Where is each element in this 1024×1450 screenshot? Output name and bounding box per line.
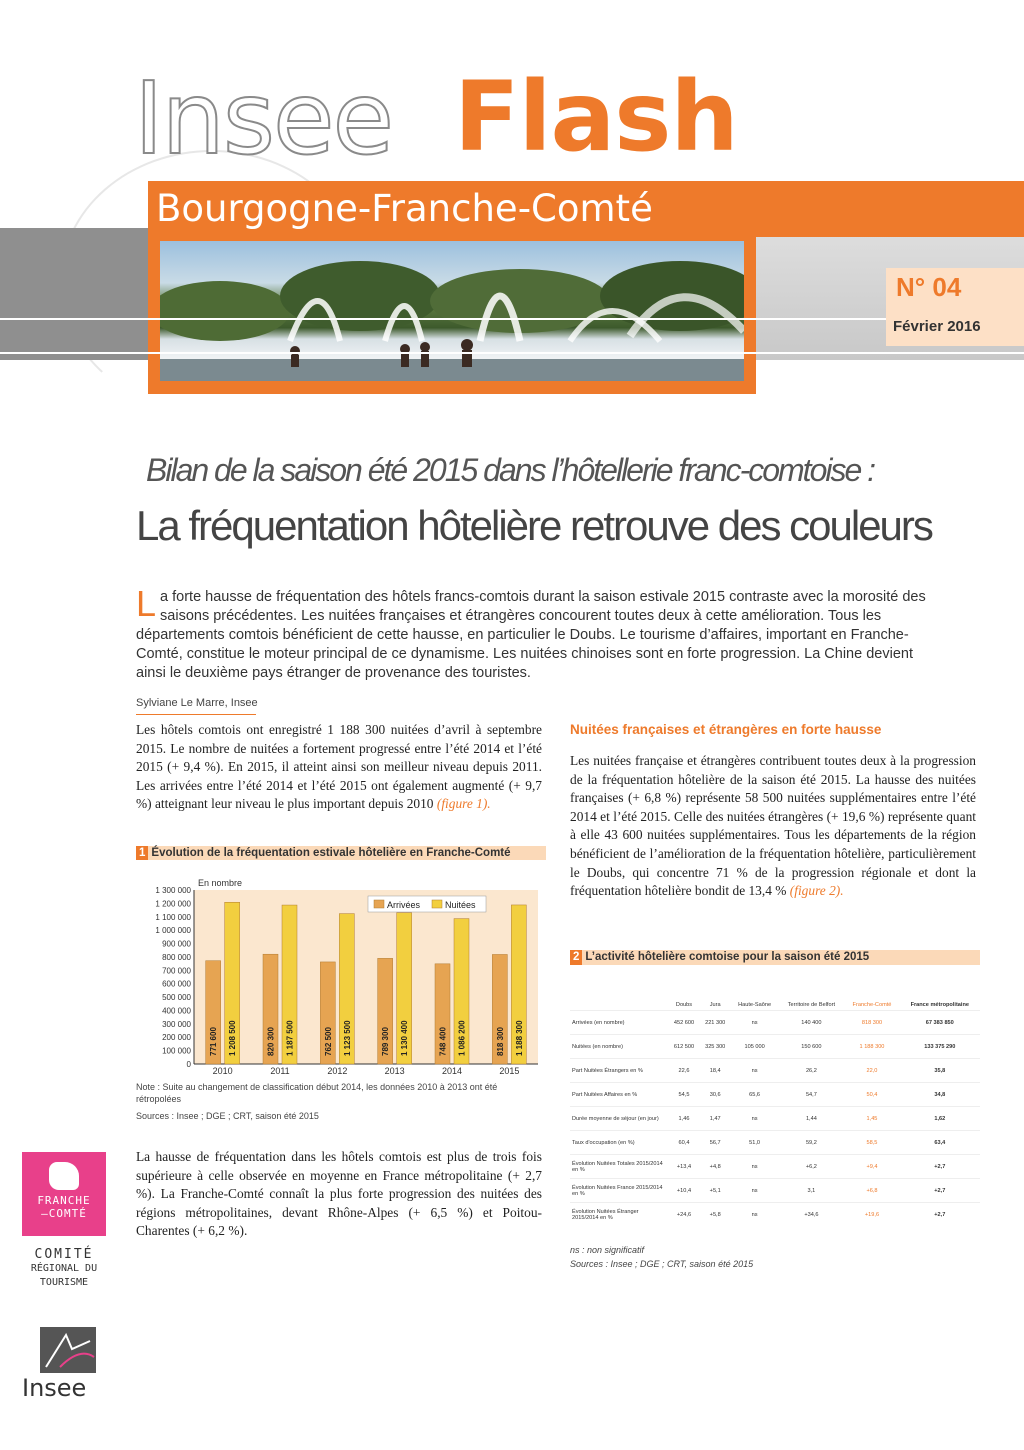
table-header-cell: Franche-Comté (852, 1002, 892, 1008)
chart-y-tick-label: 1 100 000 (155, 912, 191, 922)
chart-legend-swatch (374, 900, 384, 908)
table-cell: 50,4 (844, 1083, 899, 1107)
chart-y-tick-label: 600 000 (162, 979, 191, 989)
figure-2-note: ns : non significatif (570, 1245, 645, 1255)
table-cell: Évolution Nuitées Totales 2015/2014 en % (570, 1155, 668, 1179)
chart-x-tick-label: 2010 (212, 1066, 233, 1076)
table-row (570, 1011, 980, 1035)
table-cell: ns (731, 1059, 779, 1083)
table-cell: +5,8 (700, 1203, 731, 1227)
table-cell: 140 400 (778, 1011, 844, 1035)
article-headline: La fréquentation hôtelière retrouve des couleurs (136, 502, 932, 549)
chart-data-label: 748 400 (438, 1027, 448, 1056)
table-cell: ns (731, 1179, 779, 1203)
table-cell: 56,7 (700, 1131, 731, 1155)
table-cell: Évolution Nuitées France 2015/2014 en % (570, 1179, 668, 1203)
table-cell: 818 300 (844, 1011, 899, 1035)
table-cell: 30,6 (700, 1083, 731, 1107)
chart-y-tick-label: 500 000 (162, 993, 191, 1003)
table-header-cell: Territoire de Belfort (787, 1002, 836, 1008)
crt-line3: TOURISME (39, 1277, 89, 1288)
figure-2-number: 2 (570, 950, 582, 965)
dropcap: L (136, 583, 157, 624)
section-title: Nuitées françaises et étrangères en forte hausse (570, 722, 882, 737)
chart-x-tick-label: 2014 (441, 1066, 463, 1076)
chart-x-tick-label: 2012 (327, 1066, 348, 1076)
table-cell: +9,4 (844, 1155, 899, 1179)
figure-1-source: Sources : Insee ; DGE ; CRT, saison été 2015 (136, 1111, 319, 1121)
table-header-cell (570, 988, 668, 1011)
crt-line2: RÉGIONAL DU (30, 1263, 98, 1274)
table-cell: 51,0 (731, 1131, 779, 1155)
chart-plot-area (194, 890, 538, 1064)
chart-data-label: 1 086 200 (457, 1020, 467, 1056)
gray-band (0, 228, 148, 360)
chart-y-label: En nombre (198, 878, 243, 888)
chart-data-label: 1 130 400 (400, 1020, 410, 1056)
paragraph-3-text: Les nuitées française et étrangères contribuent toutes deux à la progression de la fréquentation hôtelière de la saison été 2015. La hausse des nuitées françaises (+ 6,8 %) représente 58 500 nuitées supplémentaires entre l’été 2014 et l’été 2015. Celle des nuitées étrangères (+ 19,6 %) représente quant à elle 43 600 nuitées supplémentaires. Tous les départements de la région bénéficient de l’amélioration de la fréquentation hôtelière, particulièrement le Doubs, qui concentre 71 % de la progression régionale et dont la fréquentation hôtelière bondit de 13,4 % (570, 753, 976, 899)
fc-logo-line1: FRANCHE (37, 1194, 91, 1207)
table-cell: 105 000 (731, 1035, 779, 1059)
table-cell: 3,1 (778, 1179, 844, 1203)
table-cell: 60,4 (668, 1131, 699, 1155)
chart-y-tick-label: 1 300 000 (155, 886, 191, 895)
table-cell: 18,4 (700, 1059, 731, 1083)
table-header-cell: Haute-Saône (738, 1002, 772, 1008)
chart-x-tick-label: 2011 (270, 1066, 290, 1076)
table-cell: Arrivées (en nombre) (570, 1011, 668, 1035)
table-row (570, 1131, 980, 1155)
table-row (570, 1203, 980, 1227)
table-cell: 1 188 300 (844, 1035, 899, 1059)
brand-insee: Insee (134, 60, 393, 177)
table-cell: 65,6 (731, 1083, 779, 1107)
table-cell: ns (731, 1107, 779, 1131)
chart-y-tick-label: 700 000 (162, 966, 191, 976)
chart-y-tick-label: 300 000 (162, 1019, 191, 1029)
issue-date: Février 2016 (893, 318, 981, 335)
table-cell: 54,5 (668, 1083, 699, 1107)
paragraph-1 (136, 721, 542, 814)
table-cell: +34,6 (778, 1203, 844, 1227)
table-row (570, 1083, 980, 1107)
chart-data-label: 771 600 (209, 1027, 219, 1056)
chart-data-label: 1 208 500 (228, 1020, 238, 1056)
table-cell: 612 500 (668, 1035, 699, 1059)
table-cell: 67 383 850 (900, 1011, 980, 1035)
chart-legend-label: Arrivées (387, 900, 421, 910)
figure-1-reference[interactable]: (figure 1). (436, 796, 491, 812)
chart-data-label: 1 187 500 (285, 1020, 295, 1056)
chart-y-tick-label: 200 000 (162, 1033, 191, 1043)
paragraph-2: La hausse de fréquentation dans les hôtels comtois est plus de trois fois supérieure à celle observée en moyenne en France métropolitaine (+ 2,7 %). La Franche-Comté connaît la plus forte progression des nuitées des régions métropolitaines, devant Rhône-Alpes (+ 6,5 %) et Poitou-Charentes (+ 6,2 %). (136, 1149, 542, 1239)
table-row (570, 1107, 980, 1131)
author: Sylviane Le Marre, Insee (136, 697, 258, 709)
table-header-cell: Jura (709, 1002, 721, 1008)
chart-data-label: 820 300 (266, 1027, 276, 1056)
chart-x-tick-label: 2015 (499, 1066, 520, 1076)
chart-legend-swatch (432, 900, 442, 908)
article-kicker: Bilan de la saison été 2015 dans l’hôtellerie franc-comtoise : (146, 452, 875, 488)
table-cell: 58,5 (844, 1131, 899, 1155)
figure-2-source: Sources : Insee ; DGE ; CRT, saison été 2015 (570, 1259, 754, 1269)
france-map-icon (49, 1162, 79, 1190)
chart-legend-label: Nuitées (445, 900, 476, 910)
table-cell: 1,45 (844, 1107, 899, 1131)
table-cell: 54,7 (778, 1083, 844, 1107)
divider-line (0, 352, 1024, 354)
table-cell: +19,6 (844, 1203, 899, 1227)
chart-y-tick-label: 100 000 (162, 1046, 191, 1056)
table-cell: 1,46 (668, 1107, 699, 1131)
table-cell: +5,1 (700, 1179, 731, 1203)
table-row (570, 1035, 980, 1059)
figure-2-reference[interactable]: (figure 2). (789, 883, 844, 899)
chart-data-label: 1 188 300 (514, 1020, 524, 1056)
insee-logo-icon (40, 1327, 96, 1373)
crt-logo (22, 1240, 106, 1316)
table-cell: +2,7 (900, 1155, 980, 1179)
table-header-cell: France métropolitaine (910, 1002, 969, 1008)
chart-x-tick-label: 2013 (384, 1066, 405, 1076)
table-cell: Nuitées (en nombre) (570, 1035, 668, 1059)
chart-data-label: 1 123 500 (342, 1020, 352, 1056)
divider-line (0, 318, 1024, 320)
table-row (570, 1155, 980, 1179)
figure-1-note: Note : Suite au changement de classification début 2014, les données 2010 à 2013 ont été rétropolées (136, 1082, 498, 1104)
table-cell: 1,62 (900, 1107, 980, 1131)
crt-line1: COMITÉ (34, 1247, 94, 1262)
table-cell: Évolution Nuitées Étranger 2015/2014 en % (570, 1203, 668, 1227)
table-cell: 63,4 (900, 1131, 980, 1155)
table-row (570, 1059, 980, 1083)
table-cell: 325 300 (700, 1035, 731, 1059)
table-cell: 150 600 (778, 1035, 844, 1059)
fountain-photo (160, 241, 744, 381)
insee-logo-text: Insee (22, 1374, 87, 1402)
table-cell: 34,8 (900, 1083, 980, 1107)
figure-1-chart (136, 876, 546, 1076)
table-cell: 35,8 (900, 1059, 980, 1083)
figure-1-number: 1 (136, 846, 148, 860)
table-header-row (570, 988, 980, 1011)
table-cell: 452 600 (668, 1011, 699, 1035)
chart-data-label: 762 500 (323, 1027, 333, 1056)
table-cell: ns (731, 1011, 779, 1035)
author-underline (136, 714, 256, 715)
table-cell: Taux d'occupation (en %) (570, 1131, 668, 1155)
table-cell: +2,7 (900, 1179, 980, 1203)
lead-text: a forte hausse de fréquentation des hôtels francs-comtois durant la saison estivale 2015 contraste avec la morosité des saisons précédentes. Les nuitées françaises et étrangères concourent toutes deux à cette amélioration. Tous les départements comtois bénéficient de cette hausse, en particulier le Doubs. Le tourisme d’affaires, important en Franche-Comté, constitue le moteur principal de ce dynamisme. Les nuitées chinoises sont en forte progression. La Chine devient ainsi le deuxième pays étranger de provenance des touristes. (136, 589, 926, 681)
chart-y-tick-label: 800 000 (162, 952, 191, 962)
chart-y-tick-label: 1 000 000 (155, 926, 191, 936)
table-cell: +24,6 (668, 1203, 699, 1227)
brand-flash: Flash (454, 61, 738, 173)
table-cell: Durée moyenne de séjour (en jour) (570, 1107, 668, 1131)
table-cell: +6,8 (844, 1179, 899, 1203)
figure-2-title (570, 950, 980, 965)
chart-data-label: 789 300 (381, 1027, 391, 1056)
franche-comte-logo (22, 1152, 106, 1236)
article-lead (136, 583, 936, 683)
table-row (570, 1179, 980, 1203)
table-cell: 221 300 (700, 1011, 731, 1035)
table-cell: ns (731, 1203, 779, 1227)
issue-number: N° 04 (896, 272, 962, 302)
table-cell: 22,0 (844, 1059, 899, 1083)
paragraph-1-text: Les hôtels comtois ont enregistré 1 188 300 nuitées d’avril à septembre 2015. Le nombre de nuitées a fortement progressé entre l’été 2014 et l’été 2015 (+ 9,4 %). En 2015, il atteint ainsi son meilleur niveau depuis 2011. Les arrivées entre l’été 2014 et l’été 2015 ont également augmenté (+ 9,7 %) atteignant leur niveau le plus important depuis 2010 (136, 722, 542, 812)
figure-2-table (570, 988, 980, 1226)
table-cell: Part Nuitées Affaires en % (570, 1083, 668, 1107)
table-cell: Part Nuitées Étrangers en % (570, 1059, 668, 1083)
chart-y-tick-label: 0 (186, 1060, 191, 1069)
paragraph-3 (570, 752, 976, 901)
fc-logo-line2: —COMTÉ (41, 1207, 87, 1220)
table-cell: 1,44 (778, 1107, 844, 1131)
figure-1-title (136, 846, 546, 860)
figure-1-title-text: Évolution de la fréquentation estivale hôtelière en Franche-Comté (151, 847, 511, 859)
table-cell: 26,2 (778, 1059, 844, 1083)
table-cell: 22,6 (668, 1059, 699, 1083)
table-cell: +10,4 (668, 1179, 699, 1203)
chart-y-tick-label: 400 000 (162, 1006, 191, 1016)
table-cell: +2,7 (900, 1203, 980, 1227)
chart-y-tick-label: 900 000 (162, 939, 191, 949)
figure-2-title-text: L’activité hôtelière comtoise pour la saison été 2015 (585, 951, 870, 963)
table-cell: ns (731, 1155, 779, 1179)
region-title: Bourgogne-Franche-Comté (156, 187, 653, 230)
table-cell: 133 375 290 (900, 1035, 980, 1059)
chart-y-tick-label: 1 200 000 (155, 899, 191, 909)
table-cell: +13,4 (668, 1155, 699, 1179)
table-header-cell: Doubs (675, 1002, 693, 1008)
table-cell: +6,2 (778, 1155, 844, 1179)
table-cell: 59,2 (778, 1131, 844, 1155)
table-cell: 1,47 (700, 1107, 731, 1131)
table-cell: +4,8 (700, 1155, 731, 1179)
chart-data-label: 818 300 (495, 1027, 505, 1056)
